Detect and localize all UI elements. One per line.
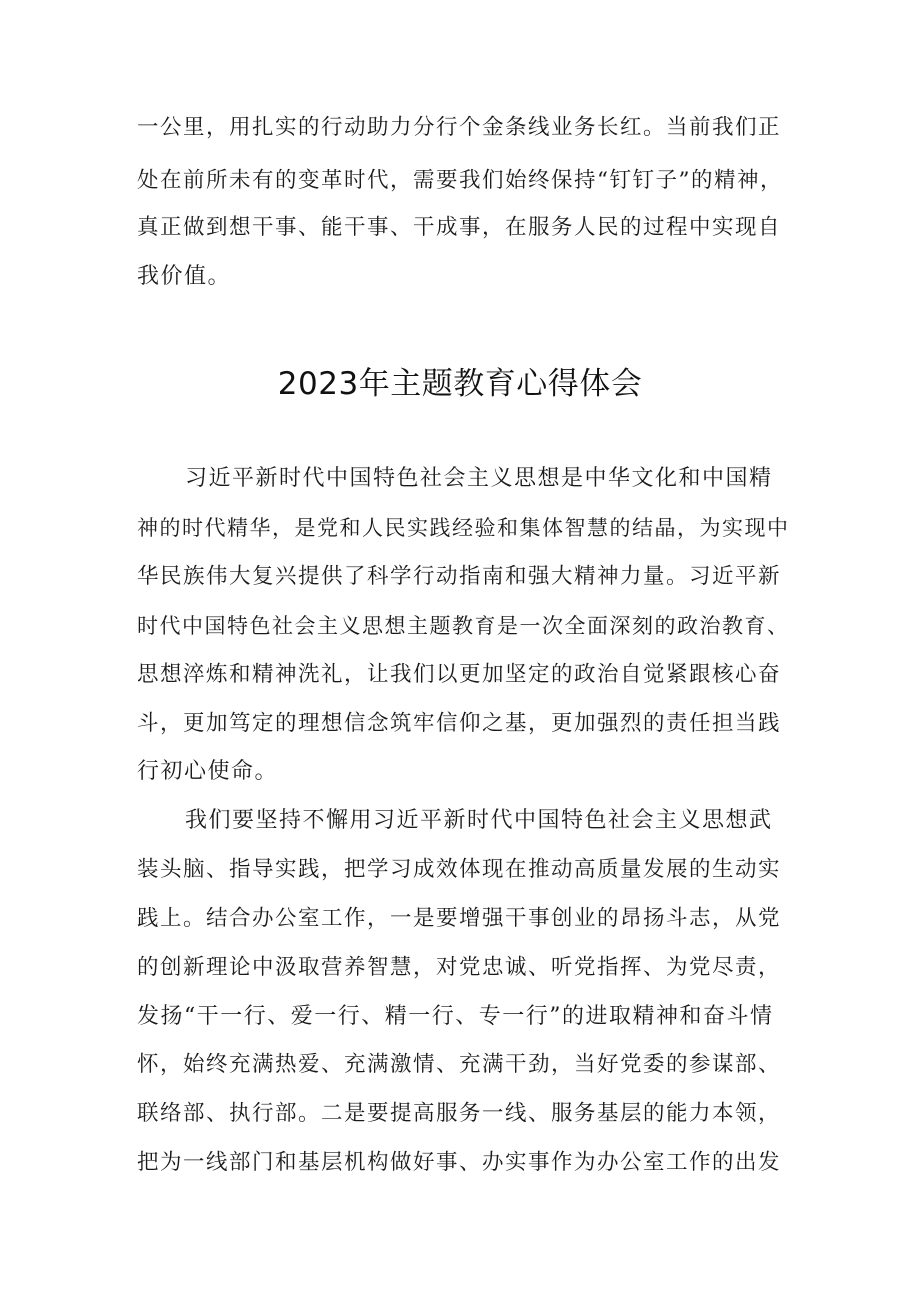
text-line: 联络部、执行部。二是要提高服务一线、服务基层的能力本领， <box>137 1101 782 1126</box>
text-line: 把为一线部门和基层机构做好事、办实事作为办公室工作的出发 <box>137 1150 782 1175</box>
text-line: 行初心使命。 <box>137 759 279 784</box>
text-line: 真正做到想干事、能干事、干成事，在服务人民的过程中实现自 <box>137 215 782 240</box>
text-line: 思想淬炼和精神洗礼，让我们以更加坚定的政治自觉紧跟核心奋 <box>137 662 782 687</box>
text-line: 怀，始终充满热爱、充满激情、充满干劲，当好党委的参谋部、 <box>137 1052 782 1077</box>
text-line: 一公里，用扎实的行动助力分行个金条线业务长红。当前我们正 <box>137 115 782 140</box>
text-line: 我们要坚持不懈用习近平新时代中国特色社会主义思想武 <box>185 808 773 833</box>
text-line: 践上。结合办公室工作，一是要增强干事创业的昂扬斗志，从党 <box>137 906 782 931</box>
text-line: 处在前所未有的变革时代，需要我们始终保持“钉钉子”的精神， <box>137 168 783 193</box>
text-line: 斗，更加笃定的理想信念筑牢信仰之基，更加强烈的责任担当践 <box>137 711 782 736</box>
text-line: 习近平新时代中国特色社会主义思想是中华文化和中国精 <box>185 466 773 491</box>
article-title: 2023年主题教育心得体会 <box>277 366 643 402</box>
text-line: 神的时代精华，是党和人民实践经验和集体智慧的结晶，为实现中 <box>137 516 790 540</box>
text-line: 发扬“干一行、爱一行、精一行、专一行”的进取精神和奋斗情 <box>137 1004 774 1029</box>
text-line: 装头脑、指导实践，把学习成效体现在推动高质量发展的生动实 <box>137 857 782 882</box>
text-line: 的创新理论中汲取营养智慧，对党忠诚、听党指挥、为党尽责， <box>137 955 782 980</box>
text-line: 华民族伟大复兴提供了科学行动指南和强大精神力量。习近平新 <box>137 564 782 589</box>
text-line: 我价值。 <box>137 264 232 289</box>
text-line: 时代中国特色社会主义思想主题教育是一次全面深刻的政治教育、 <box>137 614 790 638</box>
